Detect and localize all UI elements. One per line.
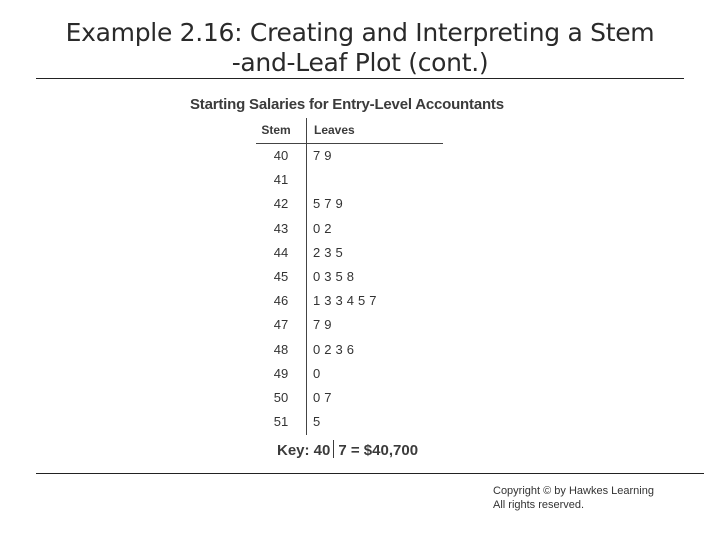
copyright-line1: Copyright © by Hawkes Learning — [493, 485, 654, 497]
stem-leaf-row — [256, 409, 456, 433]
stem-leaf-row — [256, 361, 456, 385]
stem-leaf-row — [256, 337, 456, 361]
stem-value: 43 — [273, 220, 289, 236]
stem-value: 44 — [273, 244, 289, 260]
key-divider — [333, 440, 334, 458]
leaves-value: 5 — [313, 414, 321, 430]
stem-leaf-row — [256, 143, 456, 167]
leaves-column-header: Leaves — [314, 123, 355, 137]
footer-divider — [36, 473, 704, 474]
stem-value: 41 — [273, 172, 289, 188]
stem-leaf-row — [256, 191, 456, 215]
leaves-value: 7 9 — [313, 317, 332, 333]
leaves-value: 0 3 5 8 — [313, 268, 355, 284]
stem-value: 49 — [273, 365, 289, 381]
stem-leaf-row — [256, 240, 456, 264]
stem-leaf-title: Starting Salaries for Entry-Level Accountants — [190, 96, 504, 113]
slide-title-line1: Example 2.16: Creating and Interpreting a Stem — [65, 18, 655, 47]
copyright-line2: All rights reserved. — [493, 499, 585, 511]
stem-column-header: Stem — [261, 123, 291, 137]
stem-value: 42 — [273, 196, 289, 212]
stem-value: 50 — [273, 389, 289, 405]
stem-leaf-row — [256, 288, 456, 312]
leaves-value: 0 2 3 6 — [313, 341, 355, 357]
stem-leaf-key — [277, 440, 418, 459]
stem-leaf-row — [256, 216, 456, 240]
stem-value: 40 — [273, 148, 289, 163]
leaves-value: 5 7 9 — [313, 196, 343, 212]
stem-value: 47 — [273, 317, 289, 333]
stem-leaf-row — [256, 312, 456, 336]
stem-leaf-rows — [256, 143, 456, 433]
stem-value: 46 — [273, 293, 289, 309]
leaves-value: 7 9 — [313, 148, 332, 163]
stem-leaf-row — [256, 385, 456, 409]
leaves-value: 0 — [313, 365, 321, 381]
copyright-notice — [493, 484, 654, 512]
slide-title-line2: -and-Leaf Plot (cont.) — [231, 48, 489, 77]
leaves-value: 2 3 5 — [313, 244, 343, 260]
key-prefix: Key: 40 — [277, 442, 331, 459]
slide-title — [0, 18, 720, 78]
leaves-value: 0 2 — [313, 220, 332, 236]
stem-value: 51 — [273, 414, 289, 430]
stem-value: 45 — [273, 268, 289, 284]
stem-value: 48 — [273, 341, 289, 357]
title-divider — [36, 78, 684, 79]
stem-leaf-row — [256, 264, 456, 288]
leaves-value: 0 7 — [313, 389, 332, 405]
leaves-value: 1 3 3 4 5 7 — [313, 293, 377, 309]
stem-leaf-row — [256, 167, 456, 191]
key-suffix: 7 = $40,700 — [338, 442, 419, 459]
